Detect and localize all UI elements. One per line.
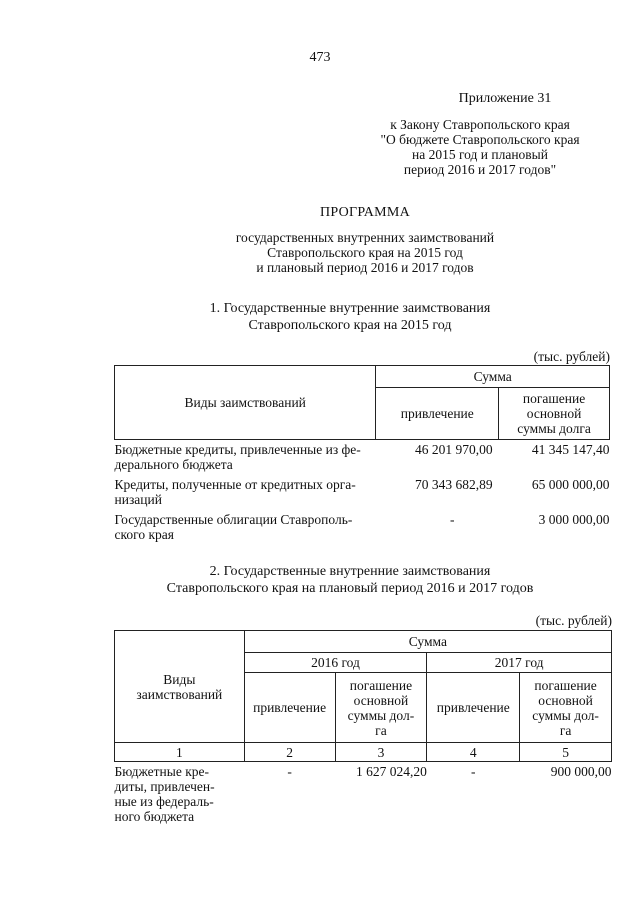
row-attraction: 70 343 682,89 xyxy=(415,477,493,492)
program-title: ПРОГРАММА xyxy=(319,205,411,220)
section2-title xyxy=(90,563,610,597)
section1-unit: (тыс. рублей) xyxy=(533,349,610,364)
section2-title-line: 2. Государственные внутренние заимствования xyxy=(209,564,491,579)
row-name-line: Государственные облигации Ставрополь- xyxy=(114,512,353,527)
row-name xyxy=(115,472,376,507)
row-name-line: диты, привлечен- xyxy=(114,779,215,794)
column-number: 5 xyxy=(520,743,612,762)
table-row xyxy=(115,440,610,473)
law-reference xyxy=(370,117,590,177)
row-name-line: ного бюджета xyxy=(114,809,195,824)
section1-table xyxy=(114,365,610,542)
section1-title xyxy=(90,300,610,334)
section1-header-attraction: привлечение xyxy=(376,388,499,440)
program-subtitle xyxy=(0,230,640,275)
row-name xyxy=(115,762,245,825)
row-repayment: 41 345 147,40 xyxy=(531,442,610,457)
program-subtitle-line: государственных внутренних заимствований xyxy=(235,230,495,245)
section2-header-repayment-2016 xyxy=(335,673,427,743)
section1-header-repayment xyxy=(499,388,610,440)
header-repayment-line: га xyxy=(375,722,387,738)
section1-title-line: Ставропольского края на 2015 год xyxy=(248,318,452,333)
appendix-title: Приложение 31 xyxy=(458,91,552,106)
row-repayment: 65 000 000,00 xyxy=(531,477,610,492)
section2-header-type xyxy=(115,631,245,743)
row-attraction: 46 201 970,00 xyxy=(415,442,493,457)
section2-title-line: Ставропольского края на плановый период 2016 и 2017 годов xyxy=(166,581,534,596)
row-name-line: Бюджетные кредиты, привлеченные из фе- xyxy=(114,442,361,457)
header-repayment-line: погашение xyxy=(534,677,597,693)
section1-header-sum: Сумма xyxy=(376,366,610,388)
program-subtitle-line: Ставропольского края на 2015 год xyxy=(267,245,463,260)
column-number-row xyxy=(115,743,612,762)
section1-header-repayment-line: погашение xyxy=(522,391,586,406)
row-name xyxy=(115,440,376,473)
section2-header-repayment-2017 xyxy=(520,673,612,743)
row-name-line: дерального бюджета xyxy=(114,457,233,472)
row-repayment-2016: 1 627 024,20 xyxy=(355,764,427,779)
table-row xyxy=(115,472,610,507)
column-number: 1 xyxy=(115,743,245,762)
law-reference-line: к Закону Ставропольского края xyxy=(390,117,570,132)
row-attraction-2016: - xyxy=(287,764,292,779)
header-repayment-line: основной xyxy=(538,692,593,708)
section2-header-year-2017: 2017 год xyxy=(427,653,612,673)
header-repayment-line: основной xyxy=(353,692,409,708)
row-name xyxy=(115,507,376,542)
page-number: 473 xyxy=(309,50,331,65)
table-row xyxy=(115,507,610,542)
row-attraction-2017: - xyxy=(471,764,476,779)
section1-title-line: 1. Государственные внутренние заимствования xyxy=(209,301,491,316)
column-number: 4 xyxy=(427,743,520,762)
law-reference-line: "О бюджете Ставропольского края xyxy=(380,132,580,147)
row-attraction: - xyxy=(450,512,455,527)
header-repayment-line: суммы дол- xyxy=(347,707,415,723)
table-row xyxy=(115,762,612,825)
section2-unit: (тыс. рублей) xyxy=(535,613,612,628)
column-number: 2 xyxy=(244,743,335,762)
row-name-line: Кредиты, полученные от кредитных орга- xyxy=(114,477,356,492)
row-repayment: 3 000 000,00 xyxy=(538,512,610,527)
row-name-line: низаций xyxy=(114,492,162,507)
section1-header-type: Виды заимствований xyxy=(115,366,376,440)
row-name-line: ского края xyxy=(114,527,174,542)
section2-header-type-line: Виды xyxy=(163,671,196,687)
section2-table xyxy=(114,630,612,824)
header-repayment-line: га xyxy=(559,722,572,738)
section1-header-repayment-line: основной xyxy=(526,406,582,421)
section2-header-attraction-2017: привлечение xyxy=(427,673,520,743)
column-number: 3 xyxy=(335,743,427,762)
row-name-line: ные из федераль- xyxy=(114,794,214,809)
section2-header-year-2016: 2016 год xyxy=(244,653,427,673)
section1-header-repayment-line: суммы долга xyxy=(517,421,591,436)
section2-header-type-line: заимствований xyxy=(136,686,223,702)
section2-header-sum: Сумма xyxy=(244,631,611,653)
header-repayment-line: суммы дол- xyxy=(532,707,599,723)
row-name-line: Бюджетные кре- xyxy=(114,764,210,779)
program-subtitle-line: и плановый период 2016 и 2017 годов xyxy=(256,260,474,275)
law-reference-line: период 2016 и 2017 годов" xyxy=(403,162,557,177)
header-repayment-line: погашение xyxy=(349,677,413,693)
row-repayment-2017: 900 000,00 xyxy=(550,764,612,779)
section2-header-attraction-2016: привлечение xyxy=(244,673,335,743)
law-reference-line: на 2015 год и плановый xyxy=(412,147,548,162)
